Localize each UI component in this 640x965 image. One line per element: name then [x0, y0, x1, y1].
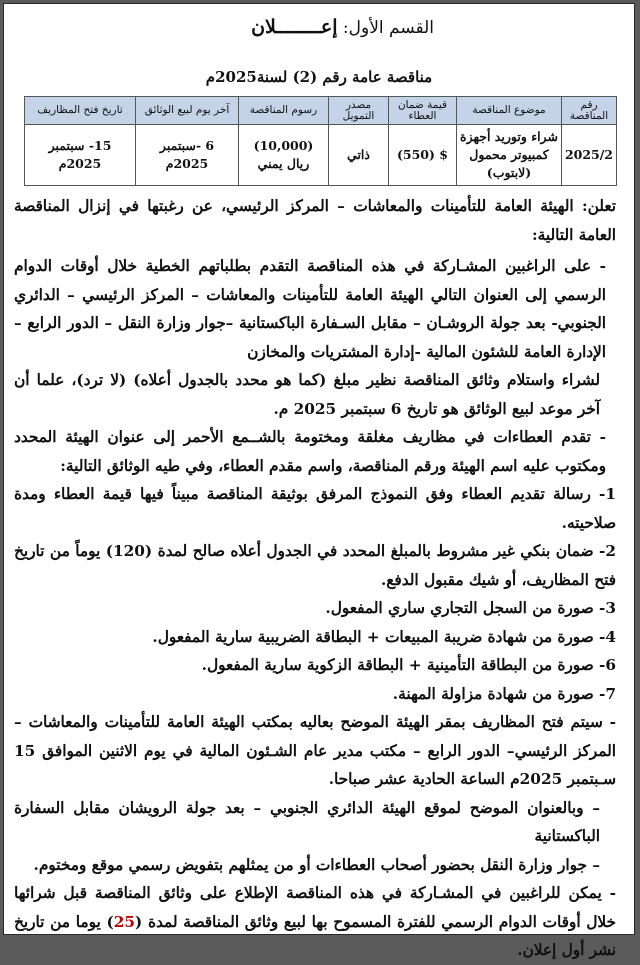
tender-table	[24, 96, 617, 186]
col-header-last-sale: آخر يوم لبيع الوثائق	[136, 97, 239, 125]
inspection-text-start: - يمكن للراغبين في المشـاركة في هذه المناقصة الإطلاع على وثائق المناقصة قبل شرائها خلال أوقات الدوام الرسمي للفترة المسموح بها لبيع وثائق المناقصة لمدة (	[14, 884, 616, 931]
opening-session-paragraph: - سيتم فتح المظاريف بمقر الهيئة الموضح بعاليه بمكتب الهيئة العامة للتأمينات والمعاشات – المركز الرئيسي– الدور الرابع – مكتب مدير عام الشـئون المالية في يوم الاثنين الموافق 15 سـبتمبر 2025م الساعة الحادية عشر صباحا.	[14, 713, 616, 788]
announcement-page	[3, 3, 635, 959]
inspection-paragraph	[14, 879, 616, 965]
col-header-subject: موضوع المناقصة	[457, 97, 562, 125]
document-item-2: 2- ضمان بنكي غير مشروط بالمبلغ المحدد في الجدول أعلاه صالح لمدة (120) يوماً من تاريخ فتح المظاريف، أو شيك مقبول الدفع.	[14, 542, 616, 589]
inspection-days: 25	[113, 912, 136, 931]
cell-opening	[25, 125, 136, 186]
guarantee-value: (550) $	[397, 147, 448, 162]
documents-purchase-paragraph: لشراء واستلام وثائق المناقصة نظير مبلغ (كما هو محدد بالجدول أعلاه) (لا ترد)، علما أن آخر موعد لبيع الوثائق هو تاريخ 6 سبتمبر 2025 م.	[14, 371, 600, 418]
location-paragraph: – وبالعنوان الموضح لموقع الهيئة الدائري الجنوبي – بعد جولة الرويشان مقابل السفارة الباكستانية	[14, 798, 600, 845]
section-number: القسم الأول:	[342, 18, 434, 38]
table-header-row	[25, 97, 617, 125]
document-item-1: 1- رسالة تقديم العطاء وفق النموذج المرفق بوثيقة المناقصة مبيناً فيها قيمة العطاء ومدة صلاحيته.	[14, 485, 616, 532]
cell-fee	[239, 125, 329, 186]
col-header-number: رقم المناقصة	[562, 97, 617, 125]
inspection-text-end: ) يوما من تاريخ نشر أول إعلان.	[14, 912, 616, 959]
section-heading	[251, 16, 434, 38]
cell-guarantee	[389, 125, 457, 186]
col-header-guarantee: قيمة ضمان العطاء	[389, 97, 457, 125]
opening-line-1: 15- سبتمبر	[48, 138, 112, 153]
subject-line-2: كمبيوتر محمول (لابتوب)	[469, 147, 549, 180]
submission-address-text: على الراغبين المشـاركة في هذه المناقصة التقدم بطلباتهم الخطية خلال أوقات الدوام الرسمي إلى العنوان التالي الهيئة العامة للتأمينات والمعاشات – المركز الرئيسي – الدائري الجنوبي- بعد جولة الروشـان – مقابل السـفارة الباكستانية –جوار وزارة النقل – الدور الرابع – الإدارة العامة للشئون المالية -إدارة المشتريات والمخازن	[14, 257, 606, 361]
cell-last-sale: 6 -سبتمبر 2025م	[136, 125, 239, 186]
table-row	[25, 125, 617, 186]
subject-line-1: شراء وتوريد أجهزة	[460, 129, 558, 144]
announcement-body	[14, 192, 616, 965]
intro-paragraph: تعلن: الهيئة العامة للتأمينات والمعاشات – المركز الرئيسي، عن رغبتها في إنزال المناقصة العامة التالية:	[14, 197, 616, 244]
tender-title: مناقصة عامة رقم (2) لسنة2025م	[205, 68, 433, 86]
bids-submission-paragraph: - تقدم العطاءات في مظاريف مغلقة ومختومة بالشــمع الأحمر إلى عنوان الهيئة المحدد ومكتوب عليه اسم الهيئة ورقم المناقصة، واسم مقدم العطاء، وفي طيه الوثائق التالية:	[14, 428, 606, 475]
col-header-funding: مصدر التمويل	[329, 97, 389, 125]
document-item-4: 4- صورة من شهادة ضريبة المبيعات + البطاقة الضريبية سارية المفعول.	[152, 627, 616, 646]
document-item-7: 7- صورة من شهادة مزاولة المهنة.	[392, 684, 616, 703]
fee-amount: (10,000)	[253, 138, 314, 153]
bids-submission-text: تقدم العطاءات في مظاريف مغلقة ومختومة بالشــمع الأحمر إلى عنوان الهيئة المحدد ومكتوب عليه اسم الهيئة ورقم المناقصة، واسم مقدم العطاء، وفي طيه الوثائق التالية:	[14, 428, 606, 475]
submission-address-paragraph: - على الراغبين المشـاركة في هذه المناقصة التقدم بطلباتهم الخطية خلال أوقات الدوام الرسمي إلى العنوان التالي الهيئة العامة للتأمينات والمعاشات – المركز الرئيسي – الدائري الجنوبي- بعد جولة الروشـان – مقابل السـفارة الباكستانية –جوار وزارة النقل – الدور الرابع – الإدارة العامة للشئون المالية -إدارة المشتريات والمخازن	[14, 257, 606, 361]
fee-currency: ريال يمني	[257, 156, 310, 171]
document-item-3: 3- صورة من السجل التجاري ساري المفعول.	[325, 599, 616, 617]
document-item-6: 6- صورة من البطاقة التأمينية + البطاقة الزكوية سارية المفعول.	[201, 656, 616, 674]
attendance-paragraph: – جوار وزارة النقل بحضور أصحاب العطاءات أو من يمثلهم بتفويض رسمي موقع ومختوم.	[33, 855, 600, 874]
col-header-opening: تاريخ فتح المظاريف	[25, 97, 136, 125]
opening-line-2: 2025م	[58, 156, 102, 171]
cell-number: 2025/2	[562, 125, 617, 186]
col-header-fee: رسوم المناقصة	[239, 97, 329, 125]
cell-funding: ذاتي	[329, 125, 389, 186]
cell-subject	[457, 125, 562, 186]
section-title: إعــــــــلان	[251, 16, 338, 38]
